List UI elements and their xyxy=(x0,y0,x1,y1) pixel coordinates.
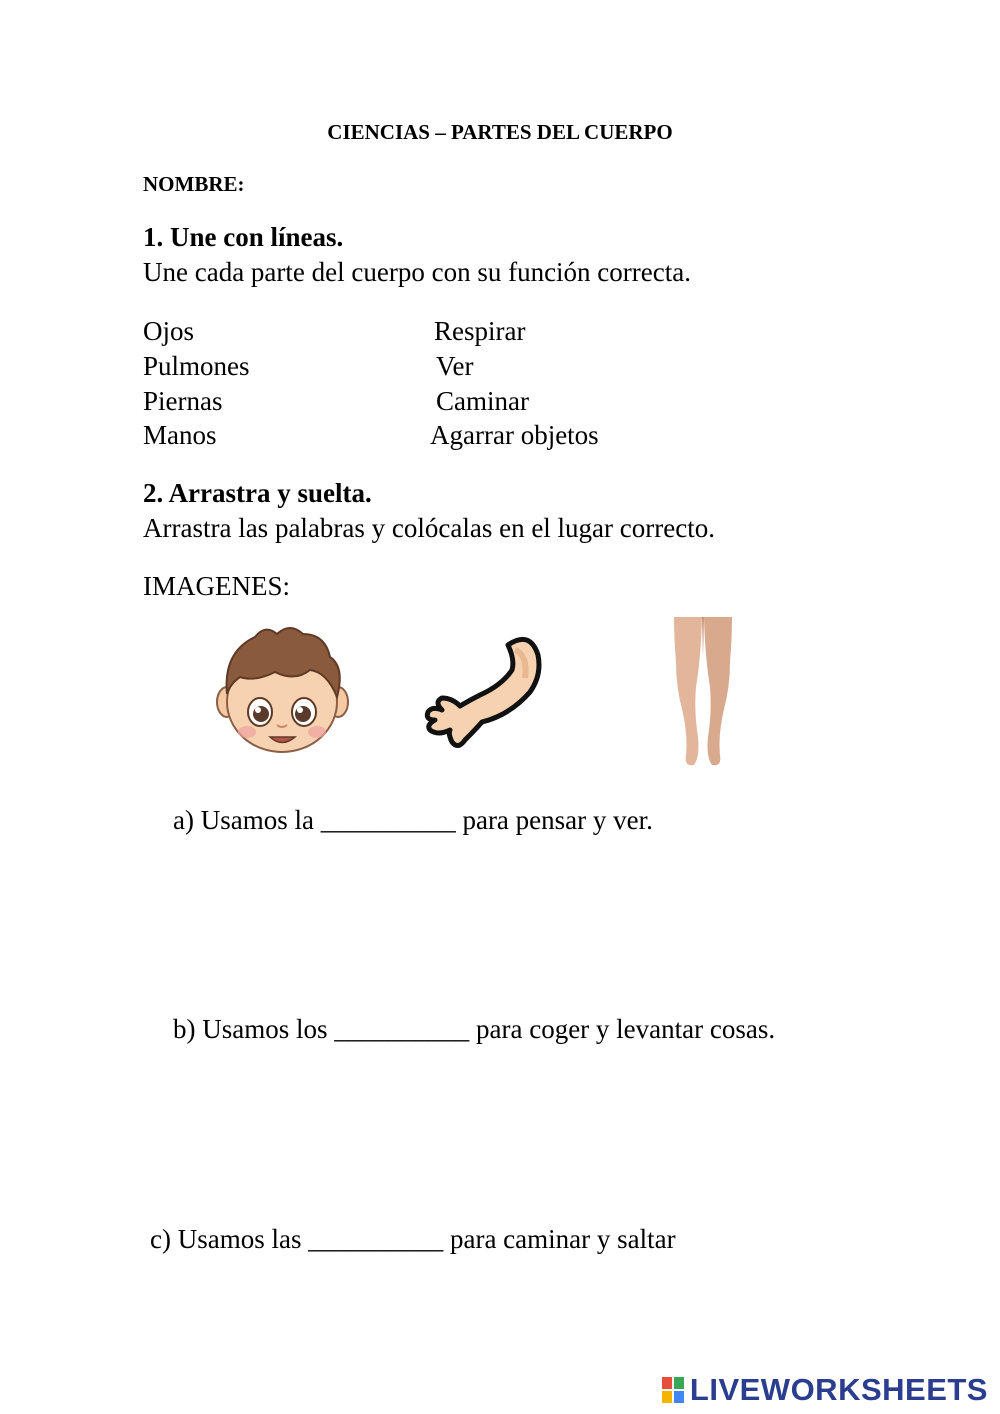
match-right-item[interactable]: Agarrar objetos xyxy=(430,420,599,450)
liveworksheets-logo xyxy=(662,1372,988,1408)
match-right-item[interactable]: Respirar xyxy=(434,316,526,346)
sentence-c[interactable]: c) Usamos las __________ para caminar y saltar xyxy=(150,1224,676,1254)
match-left-item[interactable]: Manos xyxy=(143,420,217,450)
legs-image[interactable] xyxy=(668,617,738,767)
section1-instruction: Une cada parte del cuerpo con su función correcta. xyxy=(143,257,691,287)
arm-image[interactable] xyxy=(420,630,545,755)
boy-head-image[interactable] xyxy=(215,622,350,757)
sentence-a[interactable]: a) Usamos la __________ para pensar y ver. xyxy=(173,805,653,835)
section2-heading: 2. Arrastra y suelta. xyxy=(143,478,372,508)
worksheet-title: CIENCIAS – PARTES DEL CUERPO xyxy=(327,120,673,144)
match-left-item[interactable]: Pulmones xyxy=(143,351,250,381)
match-right-item[interactable]: Caminar xyxy=(436,386,529,416)
section1-heading: 1. Une con líneas. xyxy=(143,222,344,252)
images-label: IMAGENES: xyxy=(143,571,290,601)
match-left-item[interactable]: Ojos xyxy=(143,316,195,346)
sentence-b[interactable]: b) Usamos los __________ para coger y levantar cosas. xyxy=(173,1014,776,1044)
section2-instruction: Arrastra las palabras y colócalas en el lugar correcto. xyxy=(143,513,715,543)
match-right-item[interactable]: Ver xyxy=(436,351,474,381)
name-label: NOMBRE: xyxy=(143,172,245,196)
liveworksheets-logo-icon xyxy=(662,1377,684,1403)
liveworksheets-logo-text: LIVEWORKSHEETS xyxy=(689,1372,988,1407)
match-left-item[interactable]: Piernas xyxy=(143,386,223,416)
